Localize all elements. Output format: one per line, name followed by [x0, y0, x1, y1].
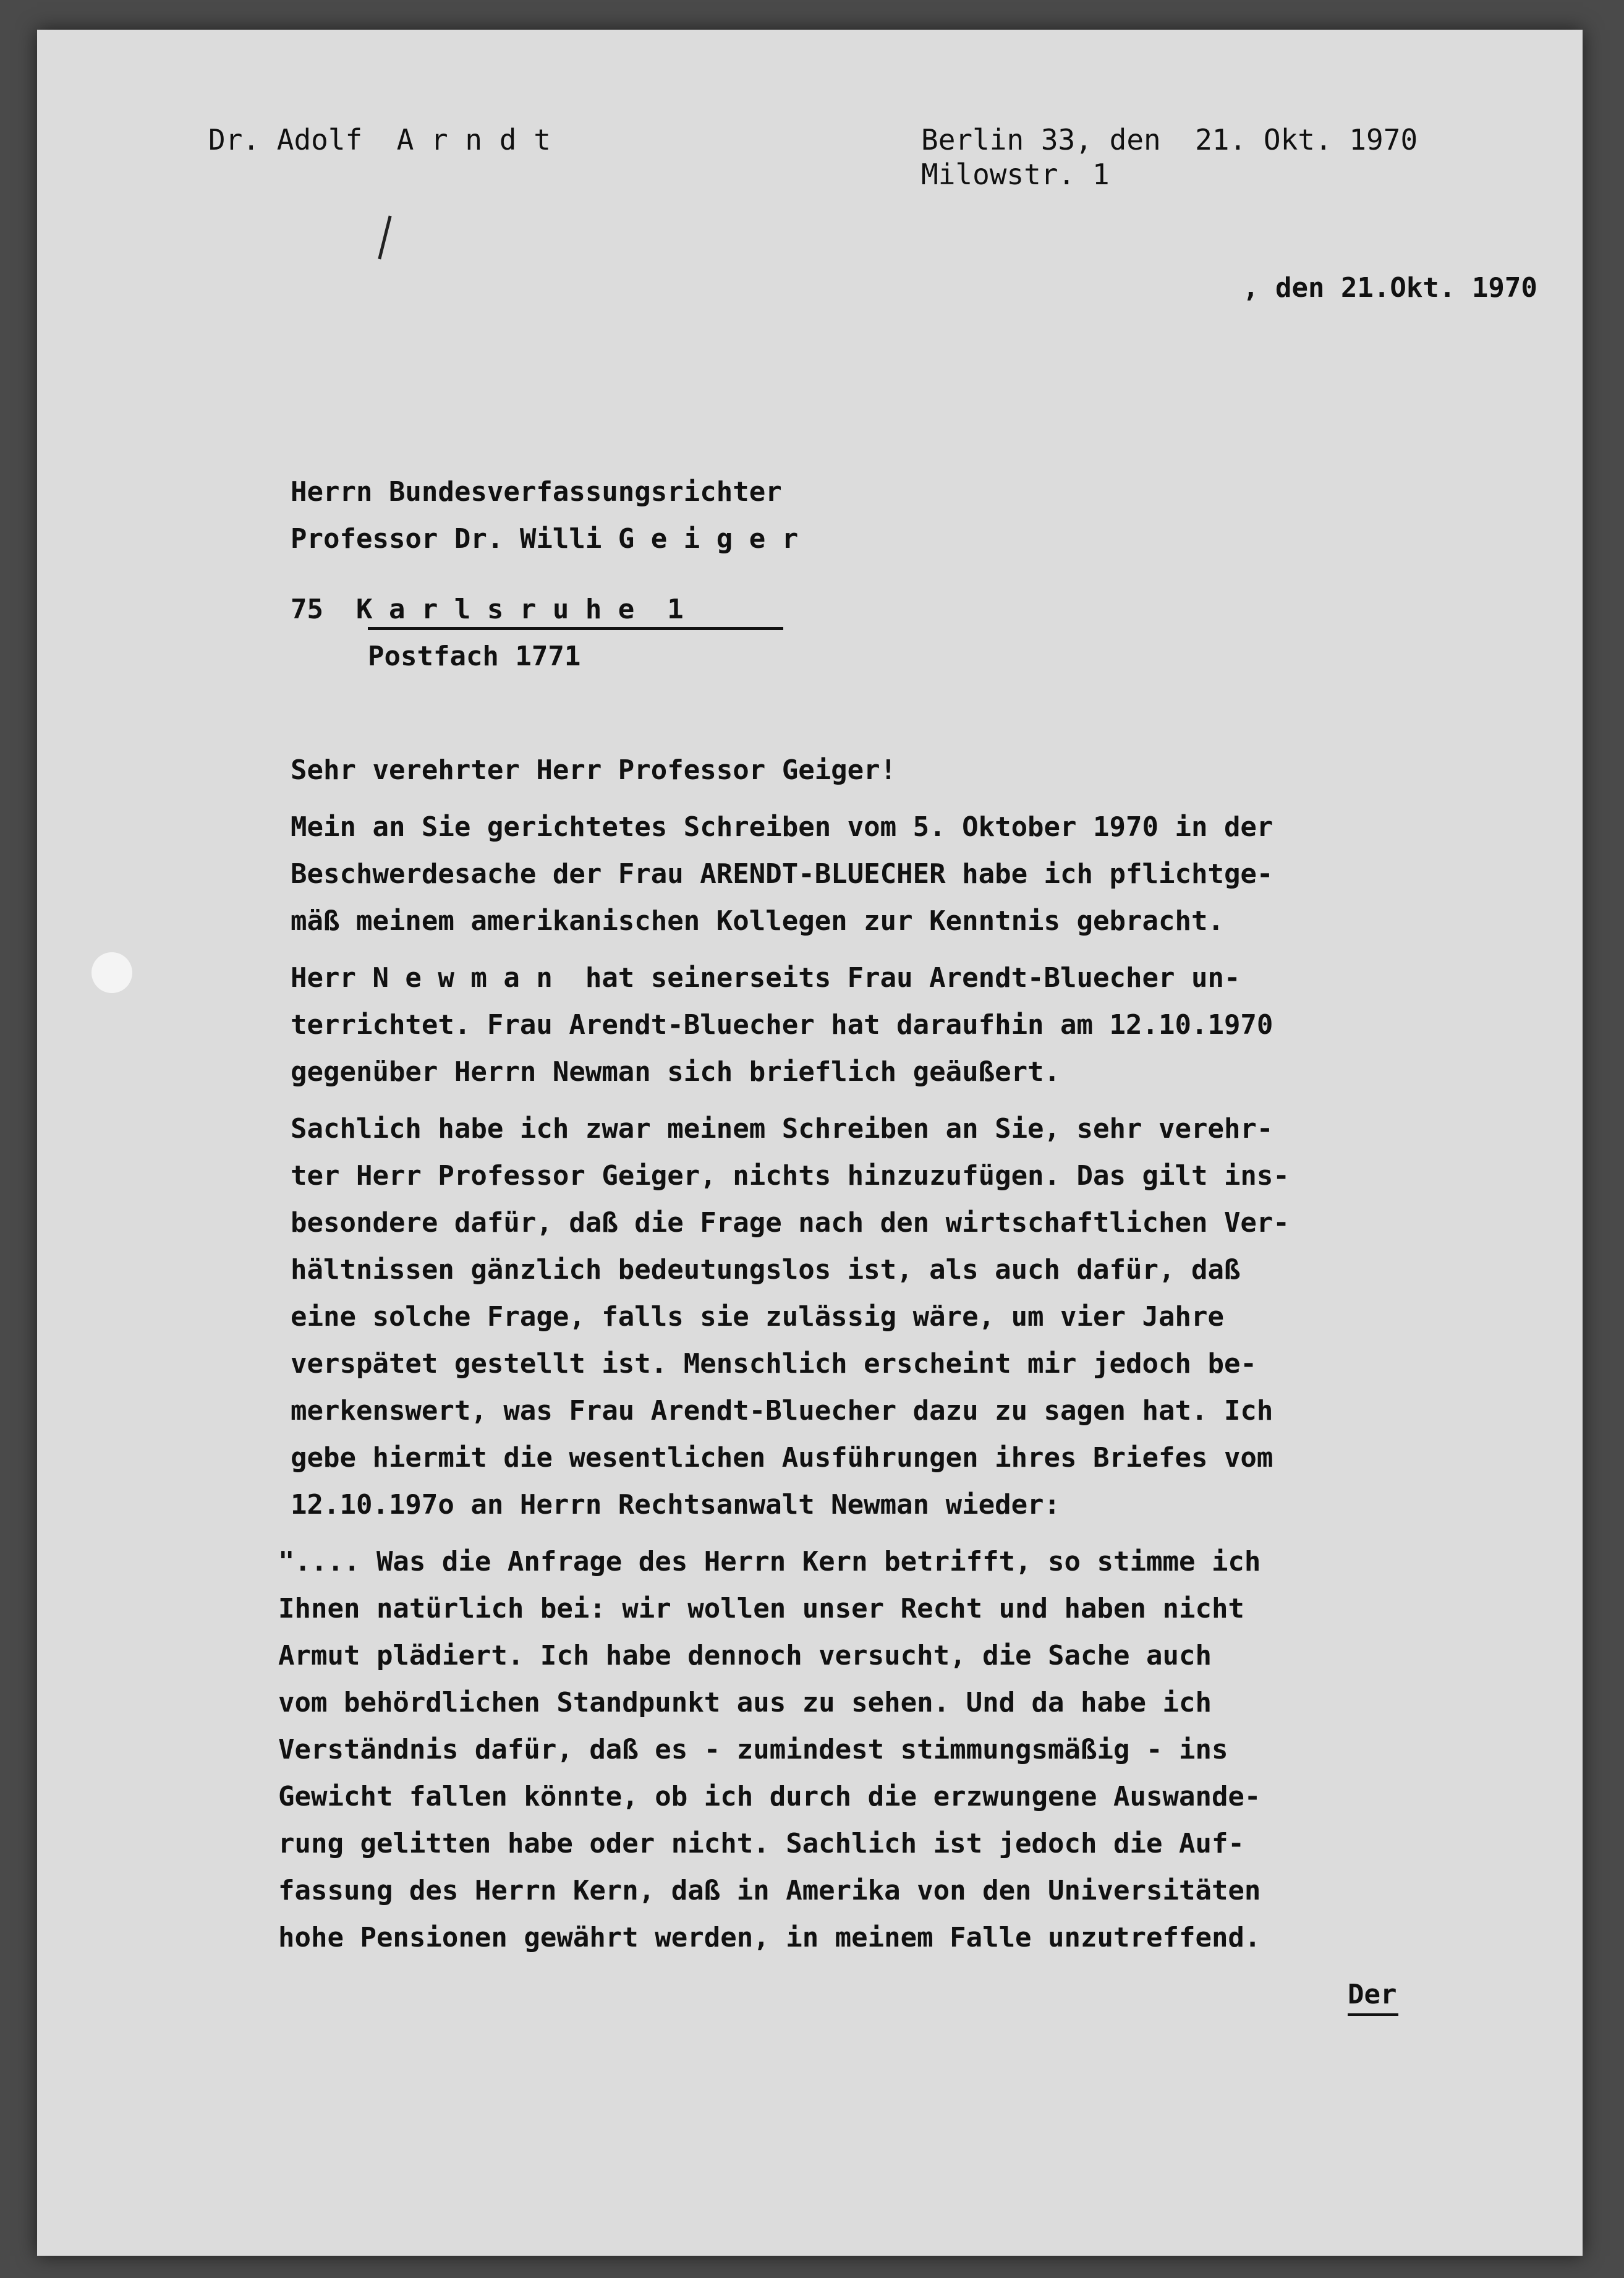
pen-mark: [378, 215, 391, 259]
paragraph-line: verspätet gestellt ist. Menschlich erscheint mir jedoch be-: [291, 1348, 1257, 1380]
letter-page: [37, 30, 1583, 2256]
paragraph-line: mäß meinem amerikanischen Kollegen zur Kenntnis gebracht.: [291, 905, 1224, 937]
recipient-name: Professor Dr. Willi G e i g e r: [291, 523, 799, 555]
paragraph-line: gebe hiermit die wesentlichen Ausführungen ihres Briefes vom: [291, 1442, 1273, 1474]
paragraph-line: Sachlich habe ich zwar meinem Schreiben an Sie, sehr verehr-: [291, 1113, 1273, 1145]
quote-line: Verständnis dafür, daß es - zumindest stimmungsmäßig - ins: [278, 1734, 1228, 1765]
quote-line: hohe Pensionen gewährt werden, in meinem Falle unzutreffend.: [278, 1922, 1261, 1953]
paragraph-line: eine solche Frage, falls sie zulässig wäre, um vier Jahre: [291, 1301, 1224, 1333]
quote-line: rung gelitten habe oder nicht. Sachlich ist jedoch die Auf-: [278, 1828, 1244, 1859]
paragraph-line: merkenswert, was Frau Arendt-Bluecher dazu zu sagen hat. Ich: [291, 1395, 1273, 1427]
sender-place-date: Berlin 33, den 21. Okt. 1970: [921, 123, 1418, 156]
continuation-word: Der: [1348, 1979, 1397, 2010]
paragraph-line: terrichtet. Frau Arendt-Bluecher hat daraufhin am 12.10.1970: [291, 1009, 1273, 1041]
paragraph-line: besondere dafür, daß die Frage nach den wirtschaftlichen Ver-: [291, 1207, 1290, 1239]
quote-line: ".... Was die Anfrage des Herrn Kern betrifft, so stimme ich: [278, 1546, 1261, 1577]
continuation-underline: [1348, 2013, 1398, 2016]
salutation: Sehr verehrter Herr Professor Geiger!: [291, 754, 897, 786]
paragraph-line: gegenüber Herrn Newman sich brieflich geäußert.: [291, 1056, 1061, 1088]
recipient-postbox: Postfach 1771: [368, 641, 581, 672]
quote-line: vom behördlichen Standpunkt aus zu sehen. Und da habe ich: [278, 1687, 1212, 1718]
sender-street: Milowstr. 1: [921, 158, 1110, 191]
date-line: , den 21.Okt. 1970: [1243, 272, 1537, 304]
quote-line: Gewicht fallen könnte, ob ich durch die erzwungene Auswande-: [278, 1781, 1261, 1812]
city-underline: [368, 627, 783, 630]
punch-hole: [91, 952, 132, 993]
quote-line: Armut plädiert. Ich habe dennoch versucht, die Sache auch: [278, 1640, 1212, 1671]
recipient-city: 75 K a r l s r u h e 1: [291, 594, 684, 625]
recipient-title: Herrn Bundesverfassungsrichter: [291, 476, 782, 508]
sender-name: Dr. Adolf A r n d t: [208, 123, 551, 156]
quote-line: fassung des Herrn Kern, daß in Amerika von den Universitäten: [278, 1875, 1261, 1906]
paragraph-line: Beschwerdesache der Frau ARENDT-BLUECHER habe ich pflichtge-: [291, 858, 1273, 890]
quote-line: Ihnen natürlich bei: wir wollen unser Recht und haben nicht: [278, 1593, 1244, 1624]
paragraph-line: 12.10.197o an Herrn Rechtsanwalt Newman wieder:: [291, 1489, 1061, 1521]
paragraph-line: Mein an Sie gerichtetes Schreiben vom 5. Oktober 1970 in der: [291, 811, 1273, 843]
paragraph-line: Herr N e w m a n hat seinerseits Frau Arendt-Bluecher un-: [291, 962, 1241, 994]
paragraph-line: ter Herr Professor Geiger, nichts hinzuzufügen. Das gilt ins-: [291, 1160, 1290, 1192]
paragraph-line: hältnissen gänzlich bedeutungslos ist, als auch dafür, daß: [291, 1254, 1241, 1286]
